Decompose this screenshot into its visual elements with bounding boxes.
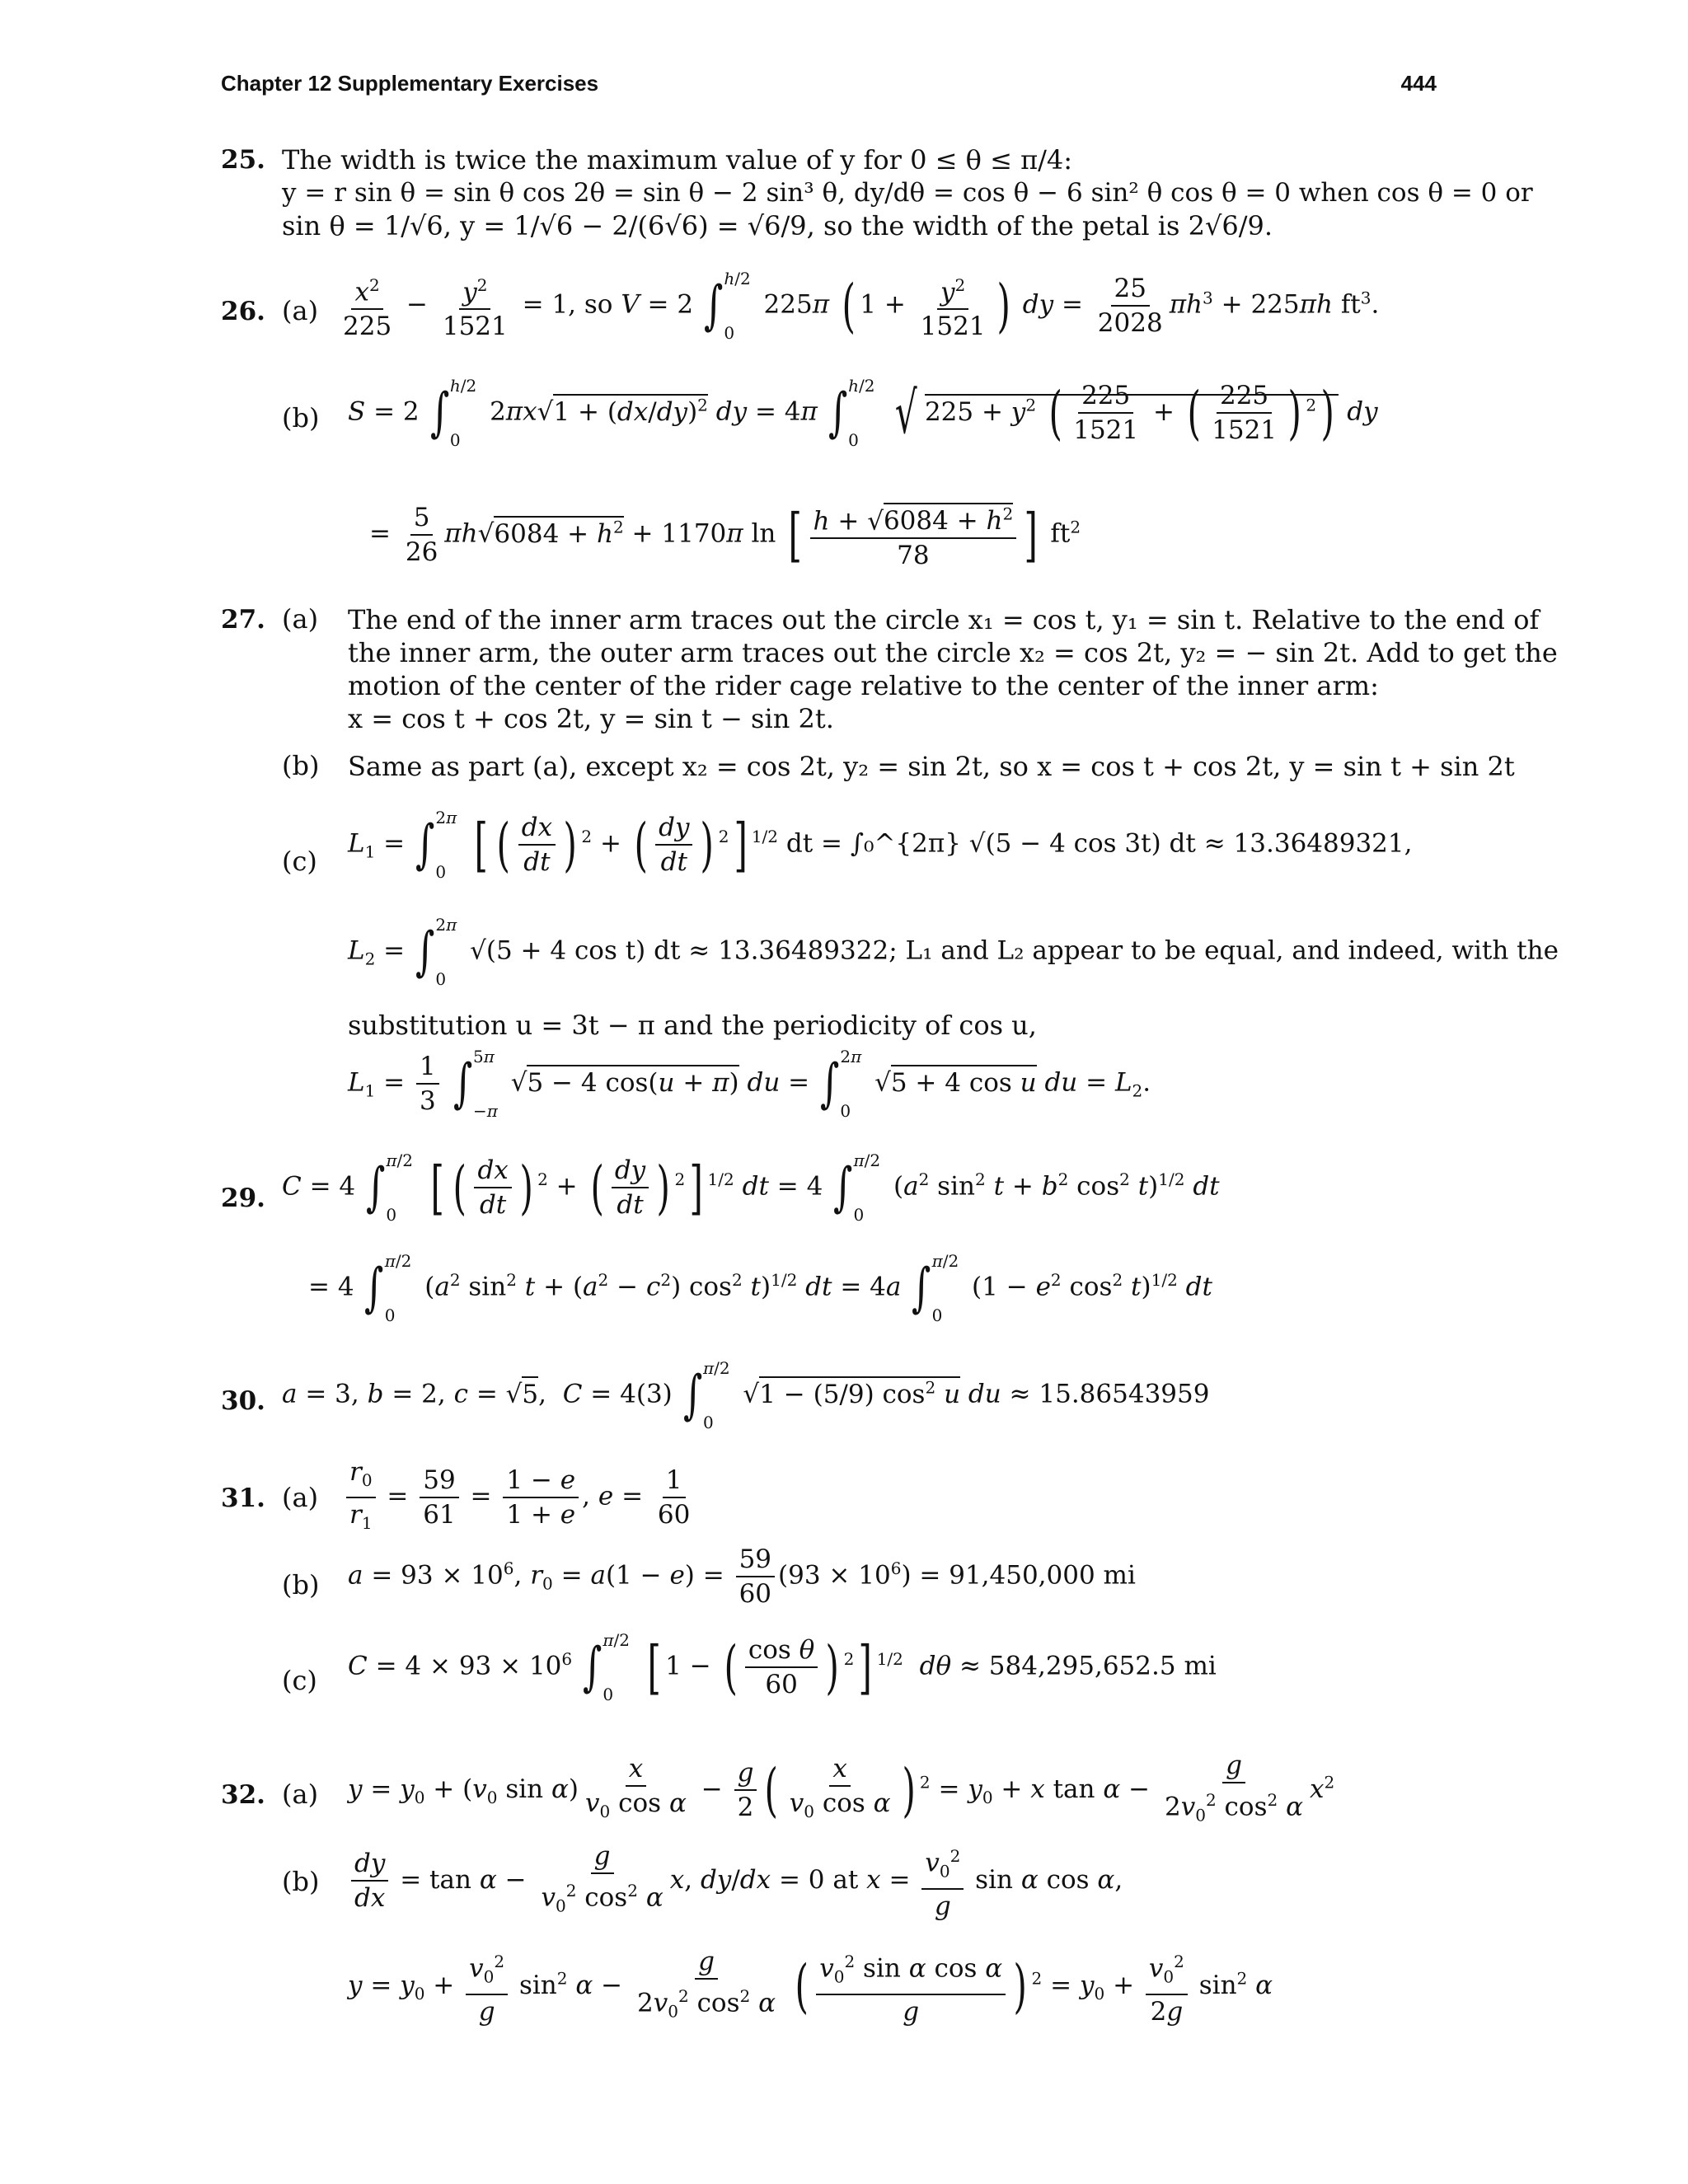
exercise-32-number: 32. [221, 1780, 265, 1810]
exercise-27-part-b: (b) [282, 750, 320, 781]
exercise-27c-line-3: substitution u = 3t − π and the periodicity of cos u, [348, 1010, 1037, 1041]
exercise-30-number: 30. [221, 1386, 265, 1416]
exercise-26-part-a: (a) [282, 295, 319, 326]
exercise-31a-equation: $\frac{r_0}{r_1}$ = $\frac{59}{61}$ = $\frac{1 - e}{1 + e}$ , e = $\frac{1}{60}$ [343, 1455, 696, 1540]
exercise-26-number: 26. [221, 297, 265, 326]
exercise-27a-line-1: The end of the inner arm traces out the circle x₁ = cos t, y₁ = sin t. Relative to the end of [348, 604, 1540, 635]
exercise-27-number: 27. [221, 605, 265, 635]
exercise-27b-line-1: Same as part (a), except x₂ = cos 2t, y₂ = sin 2t, so x = cos t + cos 2t, y = sin t + sin 2t [348, 751, 1515, 782]
chapter-title: Chapter 12 Supplementary Exercises [221, 71, 599, 96]
exercise-29-equation-2: = 4 ∫ π/2 0 ($a^2$ $\sin^2 t + (a^2 - c^2)$ $\cos^2 t)^{1/2}$ dt = 4a ∫ π/2 0 ($1 - e^2$ $\cos^2 t)^{1/2}$ dt [308, 1251, 1212, 1325]
exercise-32b-equation-1: $\frac{dy}{dx}$ = tan α − $\frac{g}{v_0^2 \cos^2 \alpha}$ x, dy/dx = 0 at x = $\frac{v_0^2}{g}$ sin α cos α, [348, 1840, 1123, 1923]
exercise-27a-line-3: motion of the center of the rider cage relative to the center of the inner arm: [348, 670, 1379, 701]
exercise-32-part-a: (a) [282, 1779, 319, 1810]
exercise-29-number: 29. [221, 1183, 265, 1213]
exercise-27-part-c: (c) [282, 846, 317, 877]
exercise-27-part-a: (a) [282, 603, 319, 635]
exercise-27c-equation-4: $L_1$ = $\frac{1}{3}$ ∫ 5π −π √5 − 4 cos(u + π) du = ∫ 2π 0 √5 + 4 cos u du = $L_2$. [348, 1047, 1151, 1121]
exercise-25-line-2: y = r sin θ = sin θ cos 2θ = sin θ − 2 sin³ θ, dy/dθ = cos θ − 6 sin² θ cos θ = 0 when cos θ = 0 or [282, 178, 1533, 208]
exercise-31-part-a: (a) [282, 1482, 319, 1513]
exercise-26b-equation-1: S = 2 ∫ h/2 0 $2\pi x√1 + (dx/dy)^2$ dy = 4π ∫ h/2 0 √ $225 + y^2$ ( $\frac{225}{1521}$ + ( $\frac{225}{1521}$ ) $^2$) dy [348, 376, 1378, 450]
exercise-31c-equation: $C = 4 \times 93 \times 10^6$ ∫ π/2 0 [ 1 − ( $\frac{\text{cos θ}}{60}$ ) $^2$] $^{1/2}$ dθ ≈ 584,295,652.5 mi [348, 1630, 1217, 1704]
exercise-29-equation-1: C = 4 ∫ π/2 0 [ ( $\frac{dx}{dt}$ ) $^2$ + ( $\frac{dy}{dt}$ ) $^2$] $^{1/2}$ dt = 4 ∫ π/2 0 ($a^2$ $\sin^2 t + b^2$ $\cos^2 t)^{1/2}$ dt [282, 1151, 1220, 1225]
exercise-26b-equation-2: = $\frac{5}{26}$ $\pi h√6084 + h^2 + 1170\pi$ ln [ $\frac{h + √6084 + h^2}{78}$ ] $ft^2$ [369, 498, 1081, 572]
exercise-25-line-1: The width is twice the maximum value of y for 0 ≤ θ ≤ π/4: [282, 144, 1073, 176]
exercise-32-part-b: (b) [282, 1866, 320, 1897]
exercise-32a-equation: $y = y_0 + (v_0$ sin α) $\frac{x}{v_0 \cos \alpha}$ − $\frac{g}{2}$ ( $\frac{x}{v_0 \cos \alpha}$ ) $^2 = y_0 + x$ tan α − $\frac{g}{2v_0^2 \cos^2 \alpha}$ $x^2$ [348, 1750, 1335, 1825]
page-number: 444 [1400, 71, 1437, 96]
exercise-25-number: 25. [221, 145, 265, 175]
exercise-31-part-b: (b) [282, 1569, 320, 1601]
exercise-27c-equation-2: $L_2$ = ∫ 2π 0 √(5 + 4 cos t) dt ≈ 13.36489322; L₁ and L₂ appear to be equal, and indeed, with the [348, 915, 1559, 989]
exercise-32b-equation-2: $y = y_0$ + $\frac{v_0^2}{g}$ $\sin^2 \alpha$ − $\frac{g}{2v_0^2 \cos^2 \alpha}$ ( $\frac{v_0^2 \sin \alpha \cos \alpha}{g}$ ) $^2 = y_0$ + $\frac{v_0^2}{2g}$ $\sin^2 \alpha$ [348, 1947, 1273, 2027]
exercise-27a-line-2: the inner arm, the outer arm traces out the circle x₂ = cos 2t, y₂ = − sin 2t. Add to get the [348, 637, 1558, 668]
exercise-27c-equation-1: $L_1$ = ∫ 2π 0 [ ( $\frac{dx}{dt}$ ) $^2$ + ( $\frac{dy}{dt}$ ) $^2$] $^{1/2}$ dt = ∫₀^{2π} √(5 − 4 cos 3t) dt ≈ 13.36489321, [348, 808, 1413, 882]
exercise-31b-equation: $a = 93 \times 10^6$, $r_0 = a(1 - e)$ = $\frac{59}{60}$ $(93 \times 10^6) = 91,450,000$ mi [348, 1544, 1136, 1609]
exercise-26-part-b: (b) [282, 402, 320, 434]
exercise-30-equation: a = 3, b = 2, c = √5, C = 4(3) ∫ π/2 0 √1 − (5/9) $\cos^2 u$ du ≈ 15.86543959 [282, 1358, 1210, 1432]
exercise-27a-line-4: x = cos t + cos 2t, y = sin t − sin 2t. [348, 703, 834, 734]
exercise-27c-equation-1-tail: dt = ∫₀^{2π} √(5 − 4 cos 3t) dt ≈ 13.36489321, [785, 828, 1413, 859]
exercise-25-line-3: sin θ = 1/√6, y = 1/√6 − 2/(6√6) = √6/9, so the width of the petal is 2√6/9. [282, 210, 1273, 241]
exercise-26a-equation: $\frac{x^2}{225}$ − $\frac{y^2}{1521}$ = 1, so V = 2 ∫ h/2 0 225π ( 1 + $\frac{y^2}{1521}$ ) dy = $\frac{25}{2028}$ $\pi h^3 + 225\pi h$ $ft^3$. [343, 269, 1380, 344]
exercise-27c-equation-2-tail: √(5 + 4 cos t) dt ≈ 13.36489322; L₁ and L₂ appear to be equal, and indeed, with the [470, 935, 1559, 966]
exercise-31-number: 31. [221, 1483, 265, 1513]
exercise-31-part-c: (c) [282, 1665, 317, 1696]
